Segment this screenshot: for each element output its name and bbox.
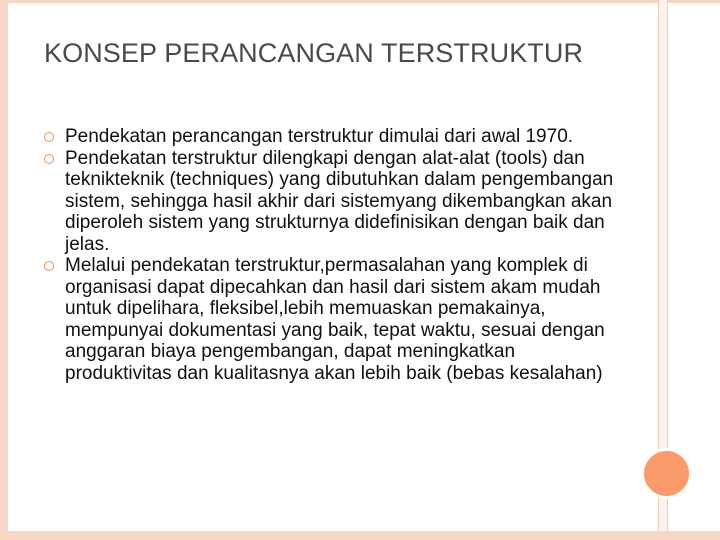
bullet-text: Pendekatan perancangan terstruktur dimulai dari awal 1970. (65, 126, 574, 147)
circle-bullet-icon (44, 154, 54, 164)
circle-bullet-icon (44, 132, 54, 142)
slide-title: KONSEP PERANCANGAN TERSTRUKTUR (44, 38, 584, 68)
bullet-item (44, 126, 614, 148)
bullet-item (44, 255, 614, 384)
circle-bullet-icon (44, 261, 54, 271)
bullet-text: Melalui pendekatan terstruktur,permasalahan yang komplek di organisasi dapat dipecahkan dan hasil dari sistem akam mudah untuk dipelihara, fleksibel,lebih memuaskan pemakainya, mempunyai dokumentasi yang baik, tepat waktu, sesuai dengan anggaran biaya pengembangan, dapat meningkatkan produktivitas dan kualitasnya akan lebih baik (bebas kesalahan) (65, 255, 605, 384)
decorative-circle (641, 448, 692, 499)
bullet-list (44, 126, 614, 384)
bullet-item (44, 148, 614, 256)
bullet-text: Pendekatan terstruktur dilengkapi dengan alat-alat (tools) dan teknikteknik (techniques) yang dibutuhkan dalam pengembangan sistem, sehingga hasil akhir dari sistemyang dikembangkan akan diperoleh sistem yang strukturnya didefinisikan dengan baik dan jelas. (65, 147, 614, 255)
